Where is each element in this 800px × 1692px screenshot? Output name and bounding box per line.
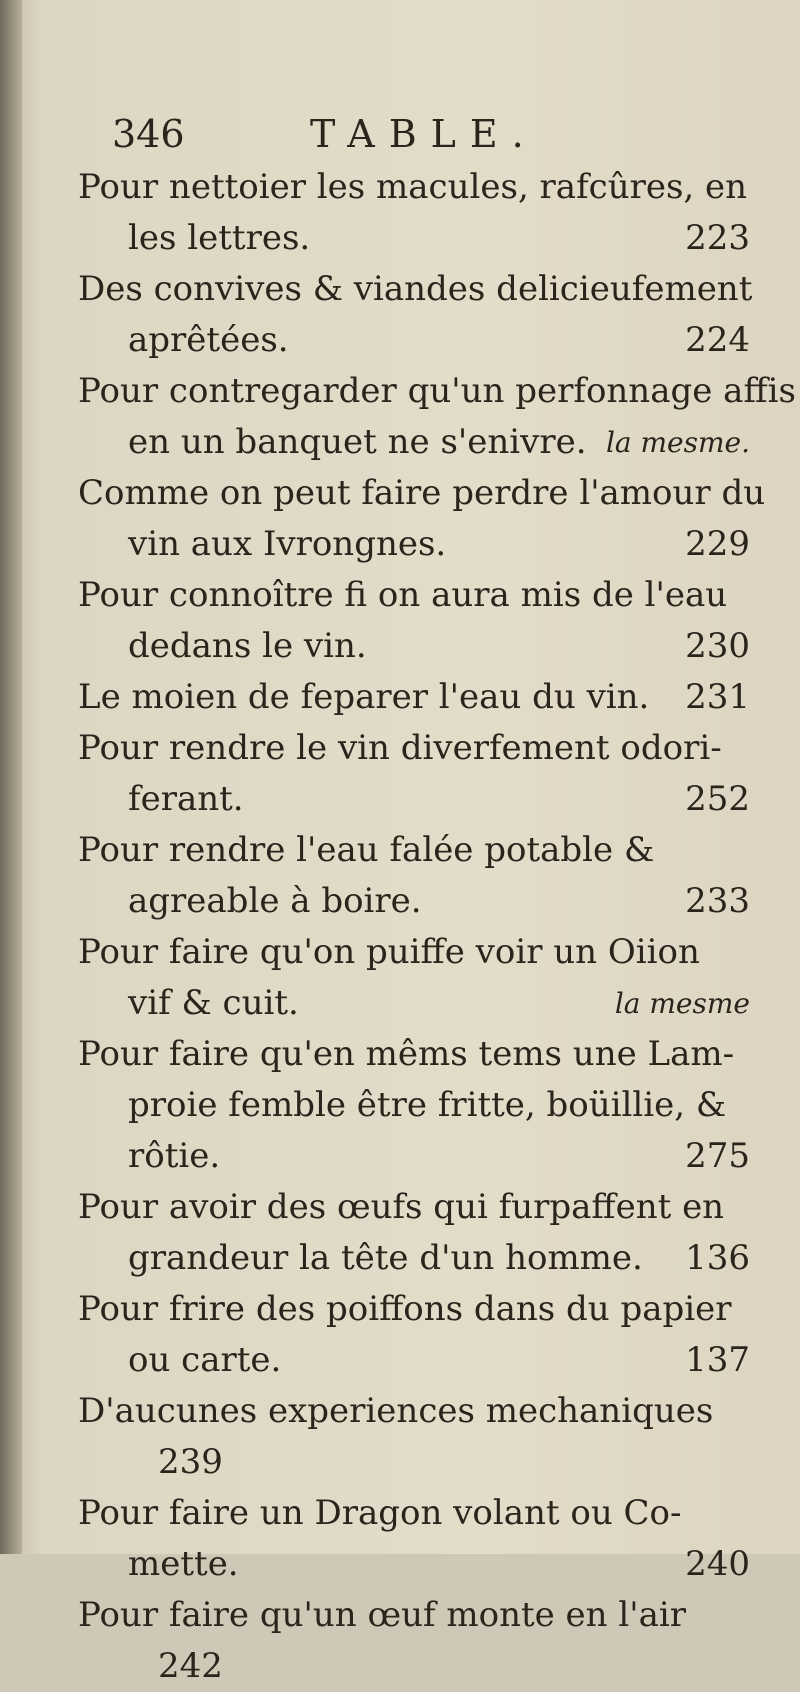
entry-line: les lettres. 223 [78, 213, 750, 264]
list-item [78, 264, 753, 366]
entry-line: Pour faire qu'on puiffe voir un Oiion [78, 932, 700, 972]
entry-page: 223 [685, 218, 750, 258]
entry-line: rôtie. 275 [78, 1131, 750, 1182]
entry-line: dedans le vin. 230 [78, 621, 750, 672]
entry-page: la mesme [614, 987, 750, 1020]
entry-line: Pour faire qu'un œuf monte en l'air [78, 1595, 686, 1635]
list-item [78, 570, 750, 672]
entry-line: aprêtées. 224 [78, 315, 750, 366]
list-item [78, 1488, 750, 1590]
list-item [78, 723, 750, 825]
table-entries [78, 162, 796, 1692]
list-item [78, 1029, 750, 1182]
binding-edge [0, 0, 22, 1554]
entry-line: Comme on peut faire perdre l'amour du [78, 473, 766, 513]
list-item [78, 672, 750, 723]
entry-page: 233 [685, 881, 750, 921]
entry-page: 240 [685, 1544, 750, 1584]
entry-line: vin aux Ivrongnes. 229 [78, 519, 750, 570]
entry-line: vif & cuit. la mesme [78, 978, 750, 1029]
entry-line: ferant. 252 [78, 774, 750, 825]
entry-page: 252 [685, 779, 750, 819]
entry-line: en un banquet ne s'enivre. la mesme. [78, 417, 750, 468]
entry-line: Pour frire des poiffons dans du papier [78, 1289, 732, 1329]
entry-line: Pour rendre l'eau falée potable & [78, 830, 655, 870]
list-item [78, 1284, 750, 1386]
entry-page: 231 [685, 677, 750, 717]
entry-line: agreable à boire. 233 [78, 876, 750, 927]
entry-line: Pour faire qu'en mêms tems une Lam- [78, 1034, 735, 1074]
running-title: TABLE. [310, 112, 538, 156]
list-item [78, 927, 750, 1029]
list-item [78, 1182, 750, 1284]
entry-line: D'aucunes experiences mechaniques [78, 1391, 714, 1431]
entry-page: 136 [685, 1238, 750, 1278]
list-item [78, 366, 796, 468]
entry-line: Pour nettoier les macules, rafcûres, en [78, 167, 748, 207]
list-item [78, 468, 766, 570]
entry-line: Pour faire un Dragon volant ou Co- [78, 1493, 682, 1533]
entry-page: 224 [685, 320, 750, 360]
entry-page: 242 [158, 1646, 223, 1686]
list-item [78, 825, 750, 927]
list-item [78, 1386, 750, 1488]
page-number: 346 [112, 112, 185, 156]
entry-line: Pour contregarder qu'un perfonnage affis [78, 371, 796, 411]
entry-line: grandeur la tête d'un homme. 136 [78, 1233, 750, 1284]
entry-line [78, 1641, 750, 1692]
entry-line: proie femble être fritte, boüillie, & [128, 1085, 727, 1125]
entry-page: 230 [685, 626, 750, 666]
entry-page: 229 [685, 524, 750, 564]
entry-line [78, 1437, 750, 1488]
entry-line: Pour rendre le vin diverfement odori- [78, 728, 722, 768]
entry-line: Pour avoir des œufs qui furpaffent en [78, 1187, 725, 1227]
entry-line: Pour connoître fi on aura mis de l'eau [78, 575, 728, 615]
entry-line: Le moien de feparer l'eau du vin. 231 [78, 672, 750, 723]
entry-page: la mesme. [605, 426, 750, 459]
page-header [112, 112, 672, 168]
entry-line: ou carte. 137 [78, 1335, 750, 1386]
list-item [78, 162, 750, 264]
entry-page: 275 [685, 1136, 750, 1176]
entry-page: 137 [685, 1340, 750, 1380]
entry-line: mette. 240 [78, 1539, 750, 1590]
list-item [78, 1590, 750, 1692]
entry-page: 239 [158, 1442, 223, 1482]
entry-line: Des convives & viandes delicieufement [78, 269, 753, 309]
